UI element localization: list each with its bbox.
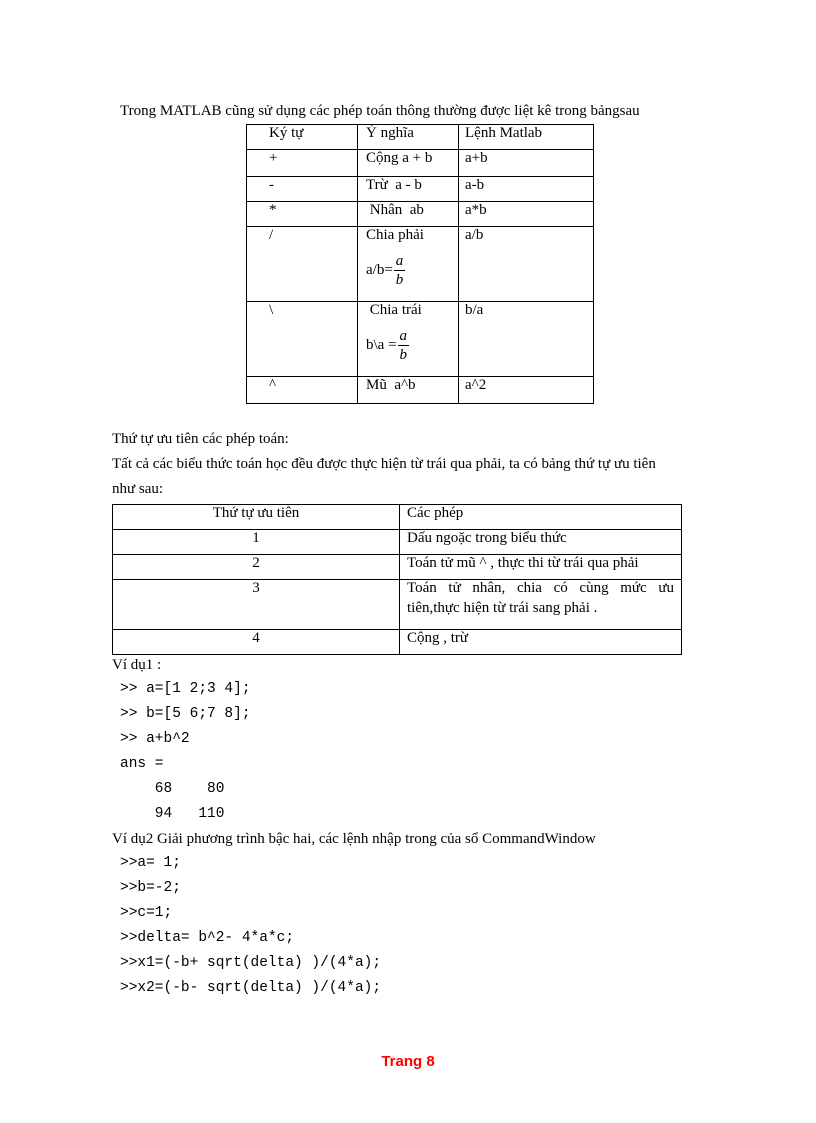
code-line: >>x2=(-b- sqrt(delta) )/(4*a); <box>120 980 382 996</box>
table-row <box>113 580 682 630</box>
header-symbol: Ký tự <box>247 125 358 150</box>
operators-table <box>246 124 594 404</box>
example2-title: Ví dụ2 Giải phương trình bậc hai, các lệnh nhập trong của sổ CommandWindow <box>112 831 596 847</box>
code-line: >>a= 1; <box>120 855 181 871</box>
code-output: 68 80 <box>120 781 225 797</box>
table-header-row <box>247 125 594 150</box>
order-cell: 1 <box>113 530 400 555</box>
header-operations: Các phép <box>400 505 682 530</box>
fraction <box>398 327 410 364</box>
code-line: >> a=[1 2;3 4]; <box>120 681 251 697</box>
operation-cell: Toán tử mũ ^ , thực thi từ trái qua phải <box>400 555 682 580</box>
table-row <box>247 302 594 377</box>
command-cell: b/a <box>459 302 594 377</box>
meaning-label: Chia phải <box>366 227 424 243</box>
table-row <box>247 377 594 404</box>
formula <box>366 327 452 364</box>
meaning-cell: Trừ a - b <box>358 177 459 202</box>
operation-line2: tiên,thực hiện từ trái sang phải . <box>407 600 598 616</box>
priority-heading: Thứ tự ưu tiên các phép toán: <box>112 431 289 447</box>
order-cell: 3 <box>113 580 400 630</box>
table-header-row <box>113 505 682 530</box>
fraction <box>394 252 406 289</box>
code-line: >>delta= b^2- 4*a*c; <box>120 930 295 946</box>
code-line: >>b=-2; <box>120 880 181 896</box>
operation-cell <box>400 580 682 630</box>
symbol-cell: * <box>247 202 358 227</box>
table-row <box>113 555 682 580</box>
code-output: 94 110 <box>120 806 225 822</box>
code-line: >> b=[5 6;7 8]; <box>120 706 251 722</box>
numerator: a <box>399 328 408 344</box>
denominator: b <box>399 347 408 363</box>
symbol-cell: + <box>247 150 358 177</box>
formula-left: a/b= <box>366 261 393 278</box>
priority-table <box>112 504 682 655</box>
example1-title: Ví dụ1 : <box>112 657 162 673</box>
operation-line1: Toán tử nhân, chia có cùng mức ưu <box>407 580 674 596</box>
command-cell: a*b <box>459 202 594 227</box>
code-line: >>x1=(-b+ sqrt(delta) )/(4*a); <box>120 955 382 971</box>
meaning-cell <box>358 227 459 302</box>
header-command: Lệnh Matlab <box>459 125 594 150</box>
priority-paragraph-line2: như sau: <box>112 481 164 497</box>
command-cell: a+b <box>459 150 594 177</box>
table-row <box>113 530 682 555</box>
command-cell: a/b <box>459 227 594 302</box>
priority-paragraph-line1: Tất cả các biểu thức toán học đều được thực hiện từ trái qua phải, ta có bảng thứ tự ưu tiên <box>112 456 656 472</box>
command-cell: a^2 <box>459 377 594 404</box>
meaning-cell: Nhân ab <box>358 202 459 227</box>
intro-text: Trong MATLAB cũng sử dụng các phép toán thông thường được liệt kê trong bảngsau <box>120 103 640 119</box>
order-cell: 2 <box>113 555 400 580</box>
table-row <box>247 150 594 177</box>
meaning-cell: Cộng a + b <box>358 150 459 177</box>
meaning-cell <box>358 302 459 377</box>
operation-cell: Dấu ngoặc trong biểu thức <box>400 530 682 555</box>
header-order: Thứ tự ưu tiên <box>113 505 400 530</box>
operation-cell: Cộng , trừ <box>400 630 682 655</box>
symbol-cell: ^ <box>247 377 358 404</box>
order-cell: 4 <box>113 630 400 655</box>
table-row <box>113 630 682 655</box>
denominator: b <box>395 272 404 288</box>
table-row <box>247 227 594 302</box>
code-line: >>c=1; <box>120 905 173 921</box>
formula <box>366 252 452 289</box>
meaning-cell: Mũ a^b <box>358 377 459 404</box>
meaning-label: Chia trái <box>366 302 422 318</box>
table-row <box>247 177 594 202</box>
table-row <box>247 202 594 227</box>
numerator: a <box>395 253 404 269</box>
header-meaning: Ý nghĩa <box>358 125 459 150</box>
symbol-cell: / <box>247 227 358 302</box>
symbol-cell: \ <box>247 302 358 377</box>
page-number: Trang 8 <box>381 1053 435 1070</box>
command-cell: a-b <box>459 177 594 202</box>
symbol-cell: - <box>247 177 358 202</box>
formula-left: b\a = <box>366 336 397 353</box>
code-line: >> a+b^2 <box>120 731 190 747</box>
code-line: ans = <box>120 756 164 772</box>
